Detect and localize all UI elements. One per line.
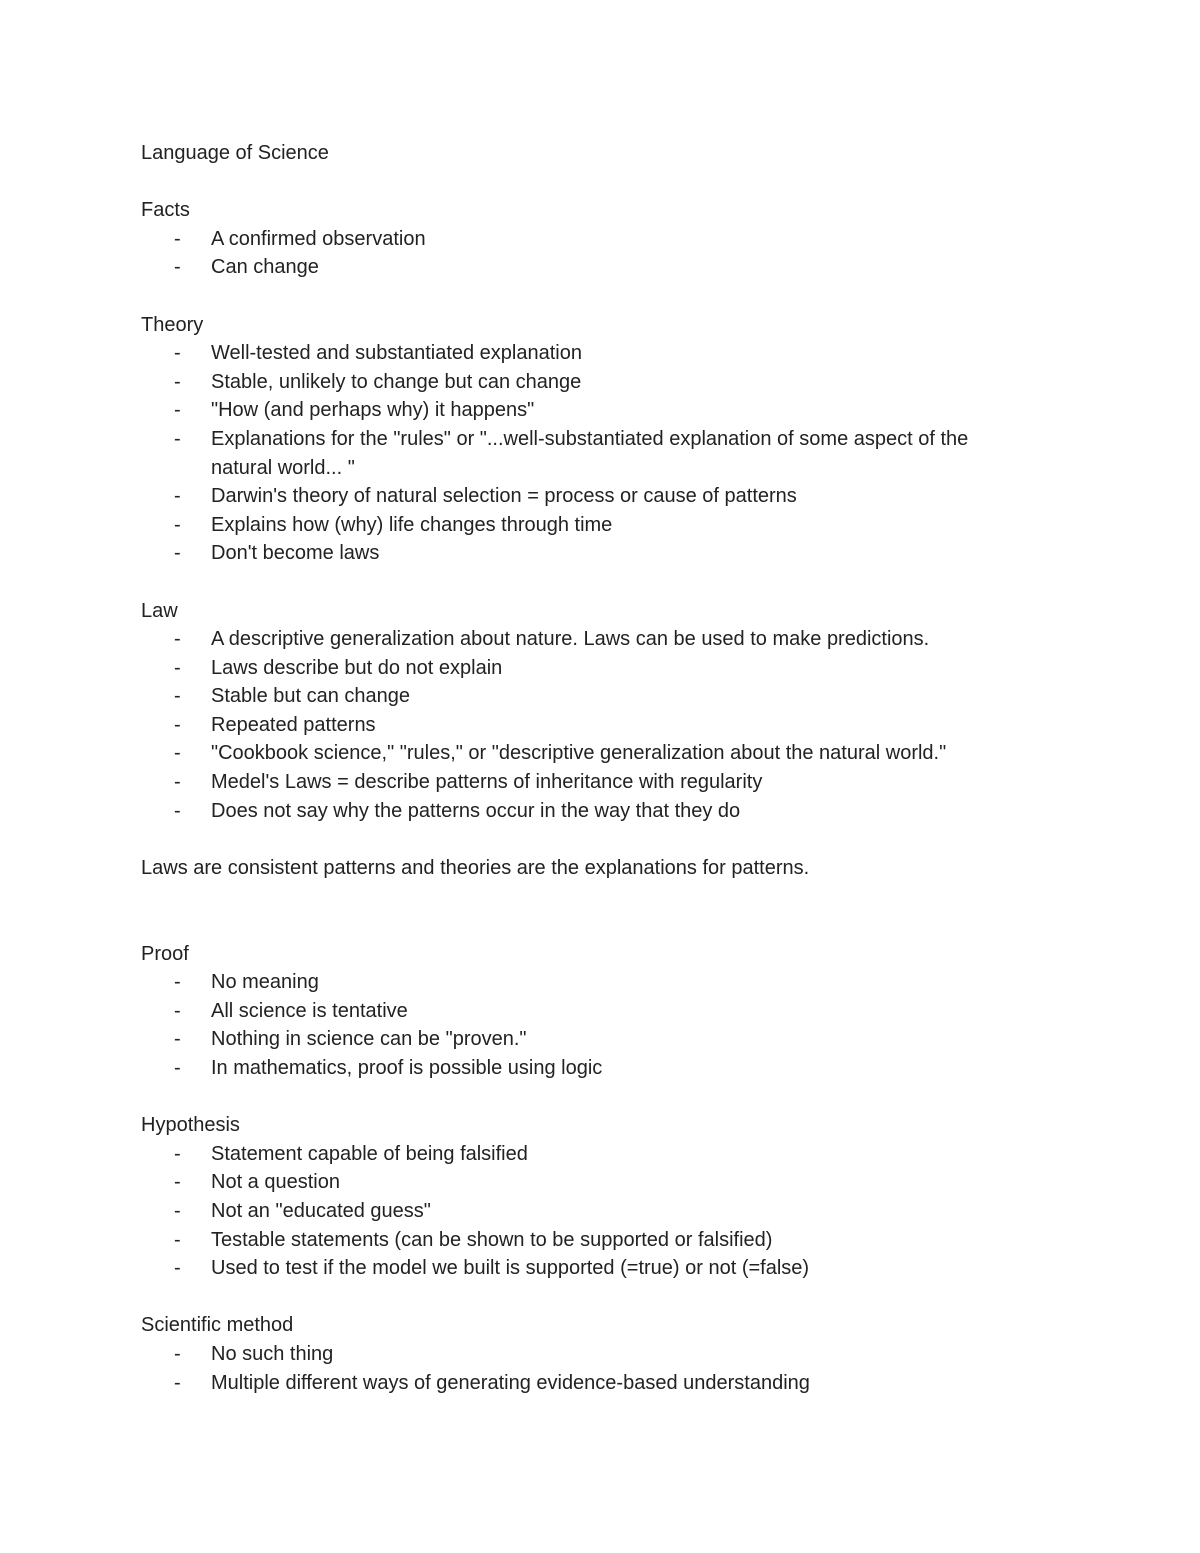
list-item — [141, 1168, 1061, 1197]
list-item — [141, 997, 1061, 1026]
spacer — [141, 282, 1061, 311]
list-item-text: Darwin's theory of natural selection = process or cause of patterns — [211, 485, 797, 508]
list-item — [141, 1140, 1061, 1169]
bullet-dash: - — [174, 1257, 181, 1280]
list-item — [141, 1054, 1061, 1083]
list-item-text: Not a question — [211, 1171, 340, 1194]
bullet-dash: - — [174, 1171, 181, 1194]
spacer — [141, 1283, 1061, 1312]
bullet-dash: - — [174, 771, 181, 794]
list-item — [141, 797, 1061, 826]
list-item — [141, 482, 1061, 511]
bullet-dash: - — [174, 628, 181, 651]
list-item-text: All science is tentative — [211, 999, 408, 1022]
list-item-text: Used to test if the model we built is supported (=true) or not (=false) — [211, 1257, 810, 1280]
list-item — [141, 1340, 1061, 1369]
section-theory — [141, 311, 1061, 568]
section-heading-proof: Proof — [141, 942, 189, 965]
list-item — [141, 654, 1061, 683]
bullet-dash: - — [174, 256, 181, 279]
list-item-text: No such thing — [211, 1342, 334, 1365]
section-proof — [141, 940, 1061, 1083]
list-item-text: "How (and perhaps why) it happens" — [211, 399, 535, 422]
document-title: Language of Science — [141, 142, 329, 164]
bullet-dash: - — [174, 799, 181, 822]
list-item-continuation: natural world... " — [211, 456, 355, 479]
list-item — [141, 1025, 1061, 1054]
bullet-dash: - — [174, 1199, 181, 1222]
list-item — [141, 1226, 1061, 1255]
list-item-text: Laws describe but do not explain — [211, 656, 503, 679]
section-hypothesis — [141, 1111, 1061, 1283]
list-item-text: A confirmed observation — [211, 227, 426, 250]
section-scientific-method — [141, 1311, 1061, 1397]
list-item — [141, 253, 1061, 282]
spacer — [141, 168, 1061, 197]
list-item-text: Explains how (why) life changes through time — [211, 513, 613, 536]
section-facts — [141, 196, 1061, 282]
list-item-text: Stable but can change — [211, 685, 411, 708]
list-item — [141, 339, 1061, 368]
section-heading-law: Law — [141, 599, 178, 622]
list-item — [141, 739, 1061, 768]
hypothesis-list — [141, 1140, 1061, 1283]
document-page — [141, 139, 1061, 1397]
list-item — [141, 968, 1061, 997]
list-item-text: Well-tested and substantiated explanation — [211, 342, 582, 365]
list-item-text: Can change — [211, 256, 319, 279]
bullet-dash: - — [174, 227, 181, 250]
bullet-dash: - — [174, 656, 181, 679]
list-item-text: Not an "educated guess" — [211, 1199, 431, 1222]
bullet-dash: - — [174, 685, 181, 708]
section-law — [141, 597, 1061, 826]
list-item — [141, 768, 1061, 797]
list-item-text: Multiple different ways of generating evidence-based understanding — [211, 1371, 810, 1394]
list-item — [141, 511, 1061, 540]
list-item-text: In mathematics, proof is possible using logic — [211, 1057, 603, 1079]
list-item-text: Does not say why the patterns occur in the way that they do — [211, 799, 741, 822]
spacer — [141, 1083, 1061, 1112]
list-item — [141, 711, 1061, 740]
bullet-dash: - — [174, 999, 181, 1022]
list-item — [141, 396, 1061, 425]
bullet-dash: - — [174, 1371, 181, 1394]
spacer — [141, 825, 1061, 854]
bullet-dash: - — [174, 1228, 181, 1251]
list-item — [141, 225, 1061, 254]
list-item-text: Stable, unlikely to change but can change — [211, 370, 582, 393]
section-heading-hypothesis: Hypothesis — [141, 1114, 240, 1137]
theory-list — [141, 339, 1061, 568]
list-item — [141, 368, 1061, 397]
list-item-text: Repeated patterns — [211, 713, 376, 736]
proof-list — [141, 968, 1061, 1082]
law-list — [141, 625, 1061, 825]
bullet-dash: - — [174, 427, 181, 450]
facts-list — [141, 225, 1061, 282]
bullet-dash: - — [174, 971, 181, 994]
list-item — [141, 682, 1061, 711]
list-item — [141, 1197, 1061, 1226]
bullet-dash: - — [174, 399, 181, 422]
list-item — [141, 1369, 1061, 1398]
list-item-text: Statement capable of being falsified — [211, 1142, 528, 1165]
list-item-text: Medel's Laws = describe patterns of inheritance with regularity — [211, 771, 763, 794]
scientific-method-list — [141, 1340, 1061, 1397]
bullet-dash: - — [174, 1142, 181, 1165]
section-heading-facts: Facts — [141, 199, 190, 222]
list-item — [141, 425, 1061, 482]
list-item-text: "Cookbook science," "rules," or "descriptive generalization about the natural world." — [211, 742, 947, 765]
list-item-text: A descriptive generalization about nature. Laws can be used to make predictions. — [211, 628, 930, 651]
bullet-dash: - — [174, 370, 181, 393]
spacer — [141, 568, 1061, 597]
bullet-dash: - — [174, 742, 181, 765]
bullet-dash: - — [174, 342, 181, 365]
bullet-dash: - — [174, 1028, 181, 1051]
bullet-dash: - — [174, 542, 181, 565]
bullet-dash: - — [174, 513, 181, 536]
list-item — [141, 625, 1061, 654]
list-item-text: Don't become laws — [211, 542, 380, 565]
section-heading-scientific-method: Scientific method — [141, 1314, 294, 1337]
section-heading-theory: Theory — [141, 313, 204, 336]
summary-paragraph: Laws are consistent patterns and theories are the explanations for patterns. — [141, 856, 810, 879]
list-item-text: No meaning — [211, 971, 319, 994]
list-item — [141, 1254, 1061, 1283]
list-item-text: Nothing in science can be "proven." — [211, 1028, 527, 1051]
bullet-dash: - — [174, 713, 181, 736]
list-item — [141, 539, 1061, 568]
list-item-text: Testable statements (can be shown to be supported or falsified) — [211, 1228, 773, 1251]
bullet-dash: - — [174, 1057, 181, 1079]
list-item-text: Explanations for the "rules" or "...well-substantiated explanation of some aspect of the — [211, 427, 969, 450]
bullet-dash: - — [174, 1342, 181, 1365]
spacer — [141, 882, 1061, 939]
bullet-dash: - — [174, 485, 181, 508]
